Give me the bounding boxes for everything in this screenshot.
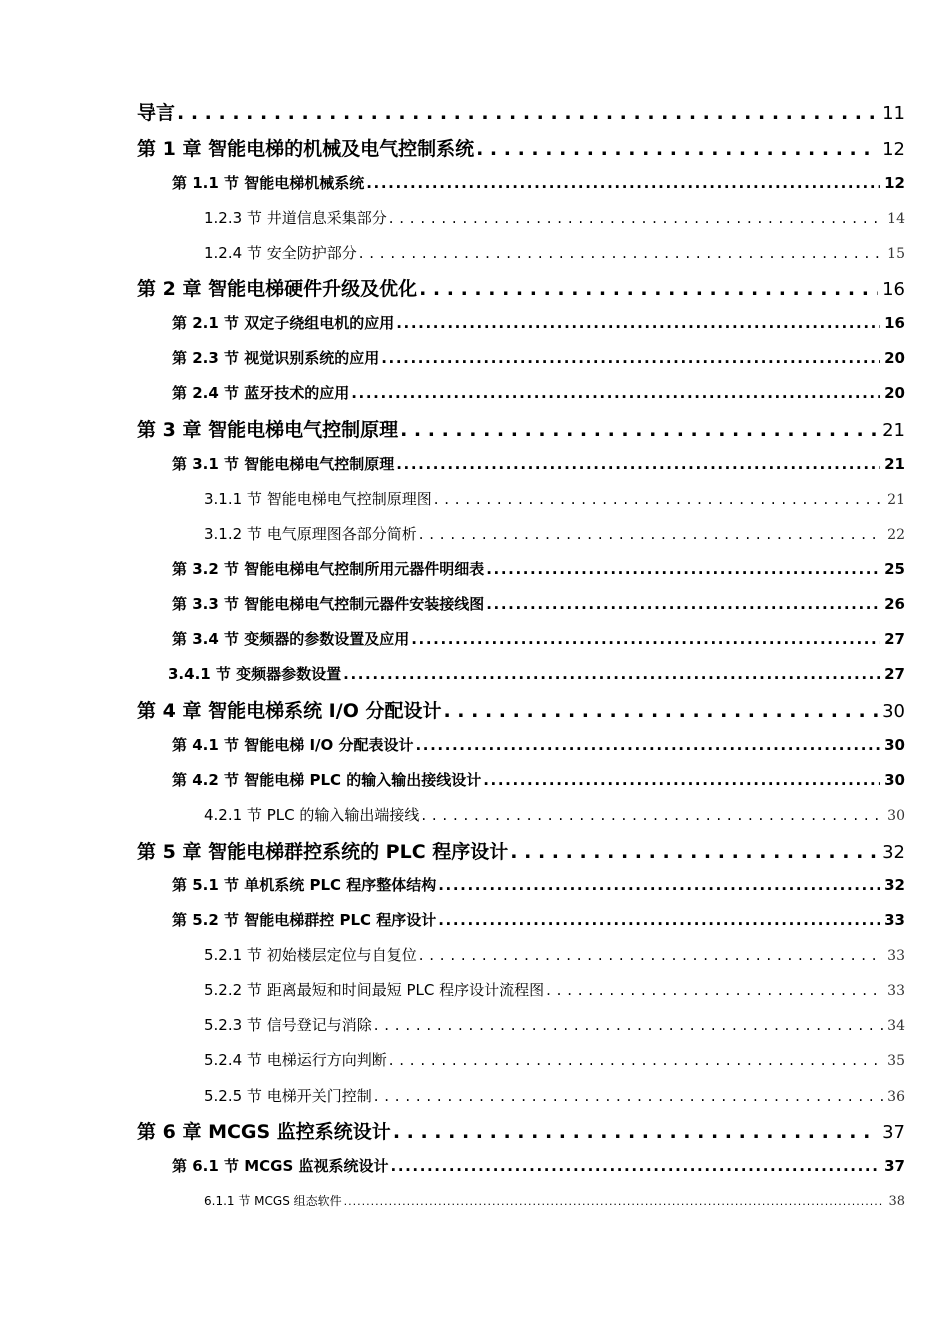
toc-entry-title: 5.2.2 节 距离最短和时间最短 PLC 程序设计流程图 bbox=[204, 981, 545, 999]
dot-leader bbox=[381, 349, 880, 367]
toc-entry-page: 27 bbox=[884, 665, 905, 683]
toc-entry[interactable] bbox=[172, 347, 905, 368]
toc-entry-page: 12 bbox=[884, 174, 905, 192]
dot-leader bbox=[177, 102, 878, 124]
toc-entry-title: 第 2.3 节 视觉识别系统的应用 bbox=[172, 349, 380, 367]
dot-leader bbox=[510, 841, 878, 863]
toc-entry-page: 30 bbox=[884, 736, 905, 754]
dot-leader bbox=[476, 138, 878, 160]
toc-entry-title: 第 6.1 节 MCGS 监视系统设计 bbox=[172, 1157, 389, 1175]
toc-entry-page: 30 bbox=[887, 808, 905, 824]
toc-entry-title: 导言 bbox=[137, 102, 176, 124]
toc-entry-title: 5.2.1 节 初始楼层定位与自复位 bbox=[204, 946, 417, 964]
toc-entry-title: 第 5.2 节 智能电梯群控 PLC 程序设计 bbox=[172, 911, 437, 929]
toc-entry[interactable] bbox=[172, 382, 905, 403]
toc-entry-page: 11 bbox=[882, 103, 905, 124]
toc-entry-title: 第 3.4 节 变频器的参数设置及应用 bbox=[172, 630, 410, 648]
toc-entry[interactable] bbox=[137, 98, 905, 125]
toc-entry[interactable] bbox=[172, 734, 905, 755]
toc-entry-page: 33 bbox=[884, 911, 905, 929]
dot-leader bbox=[389, 1051, 883, 1069]
dot-leader bbox=[396, 314, 880, 332]
dot-leader bbox=[374, 1087, 883, 1105]
toc-entry[interactable] bbox=[172, 1155, 905, 1176]
toc-entry[interactable] bbox=[172, 172, 905, 193]
toc-entry-title: 第 4 章 智能电梯系统 I/O 分配设计 bbox=[137, 700, 442, 722]
dot-leader bbox=[389, 209, 883, 227]
toc-entry-page: 27 bbox=[884, 630, 905, 648]
toc-entry-title: 第 3 章 智能电梯电气控制原理 bbox=[137, 419, 399, 441]
toc-entry-page: 16 bbox=[884, 314, 905, 332]
toc-entry[interactable] bbox=[137, 696, 905, 723]
dot-leader bbox=[393, 1121, 878, 1143]
toc-entry-title: 第 5.1 节 单机系统 PLC 程序整体结构 bbox=[172, 876, 437, 894]
dot-leader bbox=[421, 806, 883, 824]
toc-entry[interactable] bbox=[204, 944, 905, 965]
toc-entry[interactable] bbox=[204, 488, 905, 509]
toc-entry-title: 第 1.1 节 智能电梯机械系统 bbox=[172, 174, 365, 192]
toc-entry-page: 26 bbox=[884, 595, 905, 613]
toc-entry-page: 30 bbox=[884, 771, 905, 789]
dot-leader bbox=[351, 384, 880, 402]
toc-entry-title: 3.1.1 节 智能电梯电气控制原理图 bbox=[204, 490, 432, 508]
dot-leader bbox=[374, 1016, 883, 1034]
dot-leader bbox=[443, 700, 878, 722]
toc-entry-title: 第 2.1 节 双定子绕组电机的应用 bbox=[172, 314, 395, 332]
toc-entry[interactable] bbox=[172, 769, 905, 790]
dot-leader bbox=[344, 1195, 885, 1208]
toc-entry-title: 第 4.2 节 智能电梯 PLC 的输入输出接线设计 bbox=[172, 771, 482, 789]
dot-leader bbox=[419, 946, 883, 964]
toc-entry-title: 5.2.5 节 电梯开关门控制 bbox=[204, 1087, 372, 1105]
toc-entry-page: 36 bbox=[887, 1089, 905, 1105]
toc-entry[interactable] bbox=[204, 1049, 905, 1070]
dot-leader bbox=[419, 525, 883, 543]
toc-entry[interactable] bbox=[172, 453, 905, 474]
toc-entry-page: 21 bbox=[884, 455, 905, 473]
toc-entry[interactable] bbox=[137, 837, 905, 864]
dot-leader bbox=[419, 278, 878, 300]
dot-leader bbox=[438, 911, 880, 929]
toc-entry-title: 1.2.3 节 井道信息采集部分 bbox=[204, 209, 387, 227]
toc-entry-page: 34 bbox=[887, 1018, 905, 1034]
dot-leader bbox=[396, 455, 880, 473]
toc-entry-title: 第 6 章 MCGS 监控系统设计 bbox=[137, 1121, 391, 1143]
toc-entry-page: 21 bbox=[887, 492, 905, 508]
toc-entry-page: 37 bbox=[882, 1122, 905, 1143]
toc-entry[interactable] bbox=[172, 909, 905, 930]
toc-entry[interactable] bbox=[204, 207, 905, 228]
toc-entry-page: 22 bbox=[887, 527, 905, 543]
dot-leader bbox=[359, 244, 883, 262]
toc-entry-title: 第 3.1 节 智能电梯电气控制原理 bbox=[172, 455, 395, 473]
dot-leader bbox=[411, 630, 880, 648]
toc-entry[interactable] bbox=[168, 663, 905, 684]
toc-entry-page: 33 bbox=[887, 948, 905, 964]
dot-leader bbox=[391, 1157, 881, 1175]
toc-entry[interactable] bbox=[204, 1192, 905, 1209]
toc-entry-title: 4.2.1 节 PLC 的输入输出端接线 bbox=[204, 806, 420, 824]
dot-leader bbox=[434, 490, 883, 508]
toc-entry-title: 5.2.3 节 信号登记与消除 bbox=[204, 1016, 372, 1034]
toc-entry[interactable] bbox=[137, 134, 905, 161]
toc-entry-title: 第 5 章 智能电梯群控系统的 PLC 程序设计 bbox=[137, 841, 509, 863]
toc-entry-page: 33 bbox=[887, 983, 905, 999]
toc-entry-title: 第 1 章 智能电梯的机械及电气控制系统 bbox=[137, 138, 475, 160]
toc-entry[interactable] bbox=[137, 1117, 905, 1144]
toc-entry-page: 14 bbox=[887, 211, 905, 227]
toc-entry-page: 21 bbox=[882, 420, 905, 441]
toc-entry-page: 32 bbox=[882, 842, 905, 863]
dot-leader bbox=[438, 876, 880, 894]
toc-entry[interactable] bbox=[172, 874, 905, 895]
toc-entry[interactable] bbox=[204, 523, 905, 544]
toc-entry-page: 15 bbox=[887, 246, 905, 262]
toc-entry-page: 35 bbox=[887, 1053, 905, 1069]
toc-entry[interactable] bbox=[172, 558, 905, 579]
toc-entry[interactable] bbox=[172, 593, 905, 614]
toc-entry-page: 30 bbox=[882, 701, 905, 722]
toc-entry-title: 第 4.1 节 智能电梯 I/O 分配表设计 bbox=[172, 736, 414, 754]
toc-entry-title: 3.4.1 节 变频器参数设置 bbox=[168, 665, 342, 683]
toc-entry[interactable] bbox=[172, 628, 905, 649]
toc-entry[interactable] bbox=[204, 804, 905, 825]
toc-entry-page: 16 bbox=[882, 279, 905, 300]
dot-leader bbox=[546, 981, 883, 999]
dot-leader bbox=[366, 174, 880, 192]
dot-leader bbox=[483, 771, 880, 789]
toc-entry[interactable] bbox=[137, 274, 905, 301]
toc-entry-title: 第 2.4 节 蓝牙技术的应用 bbox=[172, 384, 350, 402]
dot-leader bbox=[400, 419, 878, 441]
toc-entry-title: 5.2.4 节 电梯运行方向判断 bbox=[204, 1051, 387, 1069]
dot-leader bbox=[486, 560, 880, 578]
toc-entry-title: 6.1.1 节 MCGS 组态软件 bbox=[204, 1194, 342, 1208]
toc-entry[interactable] bbox=[137, 415, 905, 442]
toc-entry-page: 25 bbox=[884, 560, 905, 578]
toc-entry-page: 20 bbox=[884, 384, 905, 402]
toc-entry-page: 12 bbox=[882, 139, 905, 160]
toc-entry-page: 38 bbox=[888, 1194, 905, 1209]
toc-entry-title: 3.1.2 节 电气原理图各部分简析 bbox=[204, 525, 417, 543]
toc-entry-title: 第 2 章 智能电梯硬件升级及优化 bbox=[137, 278, 418, 300]
toc-entry[interactable] bbox=[204, 1014, 905, 1035]
dot-leader bbox=[486, 595, 880, 613]
toc-entry[interactable] bbox=[204, 242, 905, 263]
toc-entry[interactable] bbox=[204, 979, 905, 1000]
toc-entry[interactable] bbox=[204, 1085, 905, 1106]
toc-entry-page: 32 bbox=[884, 876, 905, 894]
toc-entry-page: 37 bbox=[884, 1157, 905, 1175]
dot-leader bbox=[416, 736, 881, 754]
toc-entry-title: 第 3.2 节 智能电梯电气控制所用元器件明细表 bbox=[172, 560, 485, 578]
dot-leader bbox=[343, 665, 880, 683]
toc-entry-title: 第 3.3 节 智能电梯电气控制元器件安装接线图 bbox=[172, 595, 485, 613]
toc-entry-title: 1.2.4 节 安全防护部分 bbox=[204, 244, 357, 262]
toc-entry[interactable] bbox=[172, 312, 905, 333]
toc-entry-page: 20 bbox=[884, 349, 905, 367]
